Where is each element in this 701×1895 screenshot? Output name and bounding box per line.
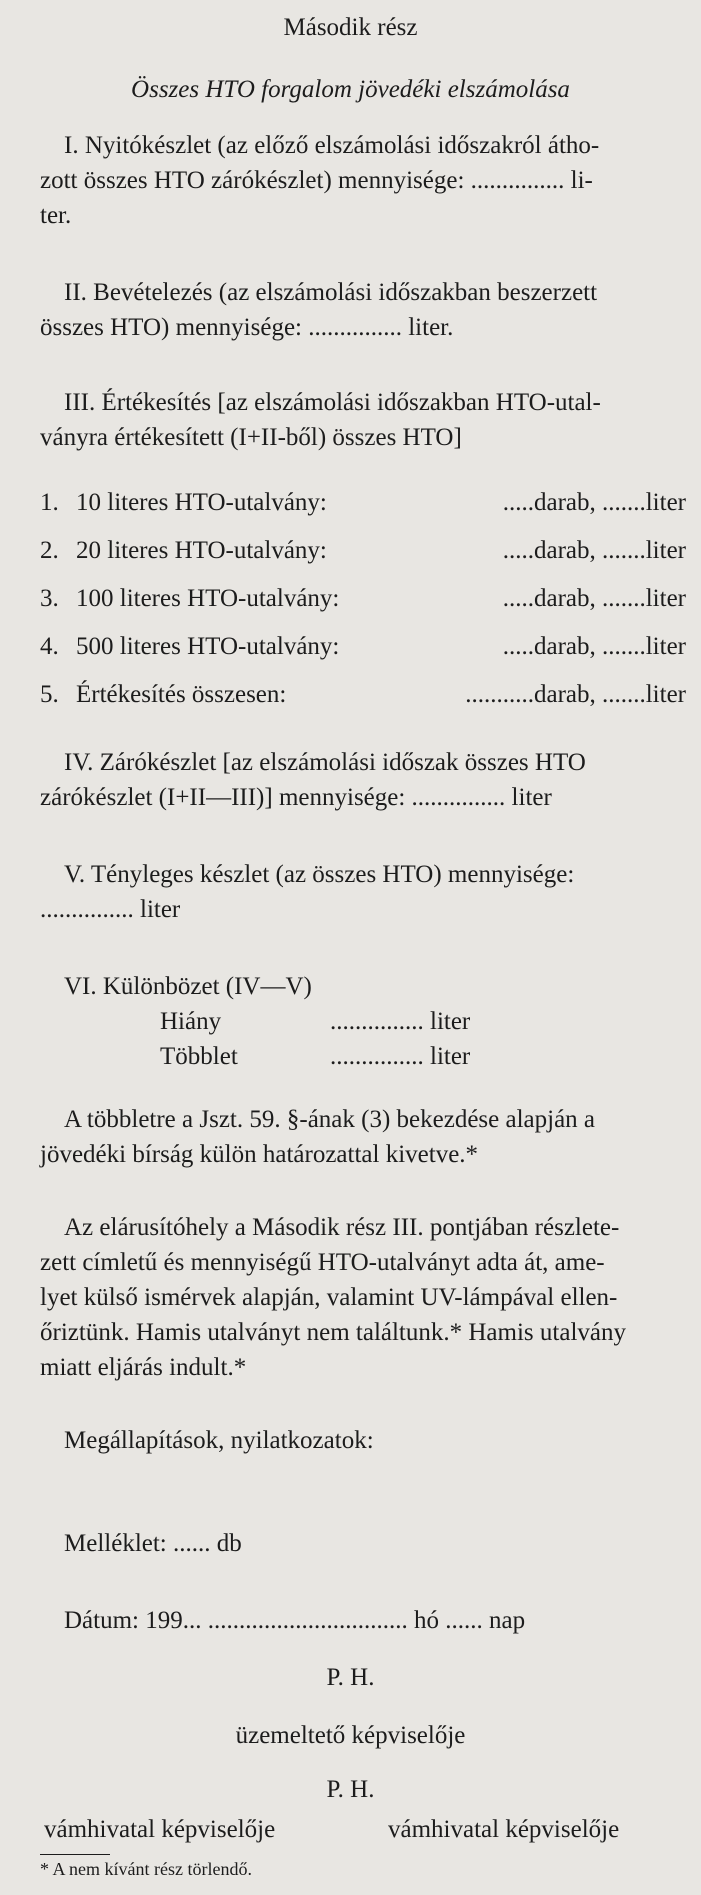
item-label: 500 literes HTO-utalvány: [76, 633, 340, 660]
section-iv-line1: IV. Zárókészlet [az elszámolási időszak összes HTO [64, 749, 586, 776]
difference-shortage-value: ............... liter [330, 1008, 471, 1035]
section-iii-line1: III. Értékesítés [az elszámolási időszakban HTO-utal- [64, 389, 601, 416]
signature-customs-representative-left: vámhivatal képviselője [44, 1816, 276, 1843]
item-label: 20 literes HTO-utalvány: [76, 537, 327, 564]
item-blanks: .....darab, .......liter [502, 585, 686, 612]
voucher-note-line2: zett címletű és mennyiségű HTO-utalványt adta át, ame- [40, 1249, 605, 1276]
item-blanks: .....darab, .......liter [502, 489, 686, 516]
footnote: * A nem kívánt rész törlendő. [40, 1859, 252, 1879]
page-title: Második rész [283, 14, 418, 41]
difference-surplus-value: ............... liter [330, 1043, 471, 1070]
item-label: Értékesítés összesen: [76, 681, 287, 708]
voucher-note-line4: őriztünk. Hamis utalványt nem találtunk.* Hamis utalvány [40, 1319, 626, 1346]
signature-customs-representative-right: vámhivatal képviselője [388, 1816, 620, 1843]
surplus-note-line2: jövedéki bírság külön határozattal kivetve.* [40, 1141, 479, 1168]
section-v-line1: V. Tényleges készlet (az összes HTO) mennyisége: [64, 861, 575, 888]
section-iv-line2: zárókészlet (I+II—III)] mennyisége: ............... liter [40, 784, 552, 811]
item-number: 1. [40, 489, 59, 516]
surplus-note-line1: A többletre a Jszt. 59. §-ának (3) bekezdése alapján a [64, 1106, 596, 1133]
section-vi-heading: VI. Különbözet (IV—V) [64, 973, 312, 1000]
findings-label: Megállapítások, nyilatkozatok: [64, 1427, 374, 1454]
signature-operator-representative: üzemeltető képviselője [235, 1722, 466, 1749]
difference-shortage-label: Hiány [160, 1008, 222, 1035]
section-ii-line1: II. Bevételezés (az elszámolási időszakban beszerzett [64, 279, 598, 306]
item-blanks: .....darab, .......liter [502, 537, 686, 564]
item-number: 4. [40, 633, 59, 660]
stamp-placeholder-customs: P. H. [326, 1776, 375, 1803]
section-iii-line2: ványra értékesített (I+II-ből) összes HTO] [40, 424, 462, 451]
difference-surplus-label: Többlet [160, 1043, 238, 1070]
footnote-divider [40, 1854, 110, 1855]
page-subtitle: Összes HTO forgalom jövedéki elszámolása [131, 76, 570, 103]
attachment-field: Melléklet: ...... db [64, 1530, 242, 1557]
item-blanks: ...........darab, .......liter [465, 681, 686, 708]
item-number: 5. [40, 681, 59, 708]
voucher-note-line3: lyet külső ismérvek alapján, valamint UV-lámpával ellen- [40, 1284, 618, 1311]
item-blanks: .....darab, .......liter [502, 633, 686, 660]
item-number: 3. [40, 585, 59, 612]
item-number: 2. [40, 537, 59, 564]
voucher-note-line5: miatt eljárás indult.* [40, 1354, 247, 1381]
stamp-placeholder-operator: P. H. [326, 1664, 375, 1691]
section-i-line3: ter. [40, 202, 72, 229]
date-field: Dátum: 199... ................................ hó ...... nap [64, 1607, 526, 1634]
item-label: 10 literes HTO-utalvány: [76, 489, 327, 516]
item-label: 100 literes HTO-utalvány: [76, 585, 340, 612]
section-i-line2: zott összes HTO zárókészlet) mennyisége: ............... li- [40, 167, 593, 194]
voucher-note-line1: Az elárusítóhely a Második rész III. pontjában részlete- [64, 1214, 620, 1241]
section-ii-line2: összes HTO) mennyisége: ............... liter. [40, 314, 454, 341]
section-i-line1: I. Nyitókészlet (az előző elszámolási időszakról átho- [64, 132, 600, 159]
section-v-line2: ............... liter [40, 896, 181, 923]
